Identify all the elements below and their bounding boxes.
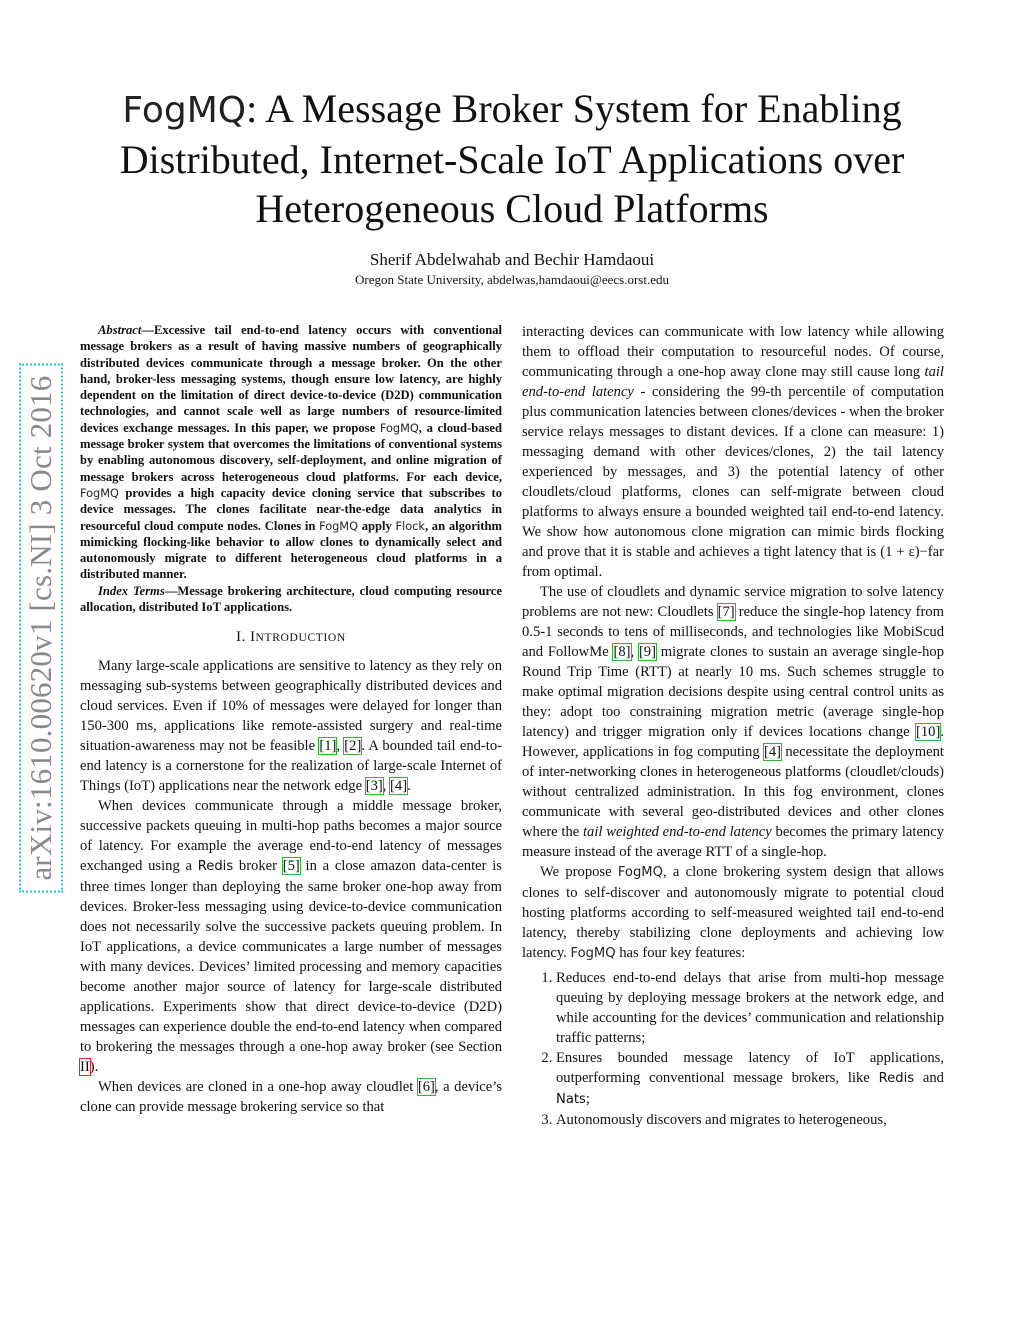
- list-item: [556, 1048, 944, 1110]
- software-name: Redis: [197, 859, 234, 875]
- citation-link[interactable]: [5]: [282, 858, 300, 875]
- body-text: Ensures bounded message latency of IoT applications, outperforming conventional message brokers, like: [556, 1050, 944, 1086]
- left-column: [80, 322, 502, 1117]
- abstract-text: —Excessive tail end-to-end latency occurs with conventional message brokers as a result of having massive numbers of geographically distributed devices communicate through a message broker. On the other hand, broker-less messaging systems, though ensure low latency, are highly dependent on the limitation of direct device-to-device (D2D) communication technologies, and cannot scale well as large numbers of resource-limited devices exchange messages. In this paper, we propose: [80, 323, 502, 435]
- abstract-label: Abstract: [98, 323, 142, 337]
- list-item: 3. Autonomously discovers and migrates to heterogeneous,: [556, 1110, 944, 1130]
- body-text: migrate clones to sustain an average single-hop Round Trip Time (RTT) at nearly 10 ms. Such schemes struggle to make optimal migration decisions despite using central control units as they: adopt too constraining migration metric (average single-hop latency) and trigger migration only if devices locations change: [522, 644, 944, 740]
- separator: ,: [382, 778, 391, 795]
- body-text: . A bounded tail end-to-end latency is a cornerstone for the realization of large-scale Internet of Things (IoT) applications near the network edge: [80, 738, 503, 795]
- body-text: The use of cloudlets and dynamic service migration to solve latency problems are not new: Cloudlets: [522, 584, 944, 620]
- body-text: .: [407, 778, 411, 795]
- citation-link[interactable]: [7]: [717, 604, 735, 620]
- section-heading-introduction: [80, 627, 502, 648]
- paragraph: [80, 656, 502, 796]
- paragraph: [80, 796, 502, 1077]
- feature-list: [522, 968, 944, 1130]
- system-name: FogMQ: [379, 420, 419, 435]
- citation-link[interactable]: [4]: [390, 778, 408, 795]
- citation-link[interactable]: [8]: [613, 644, 631, 660]
- body-text: has four key features:: [615, 945, 746, 961]
- system-name: FogMQ: [617, 865, 663, 880]
- emphasis: tail weighted end-to-end latency: [583, 824, 772, 840]
- paragraph: [522, 322, 944, 582]
- body-text: and: [914, 1070, 944, 1086]
- body-text: broker: [233, 858, 283, 875]
- body-text: in a close amazon data-center is three times longer than deploying the same broker one-hop away from devices. Broker-less messaging using device-to-device communication does not necessarily solve the successive packets queuing problem. In IoT applications, a device communicates a large number of messages with many devices. Devices’ limited processing and memory capacities become another major source of latency for large-scale distributed applications. Experiments show that direct device-to-device (D2D) messages can experience double the end-to-end latency when compared to brokering the messages through a one-hop away broker (see Section: [80, 858, 502, 1056]
- body-text: - considering the 99-th percentile of computation plus communication latencies between clones/devices - when the broker service relays messages to distant devices. If a clone can measure: 1) messaging demand with other devices/clones, 2) the tail latency experienced by messages, and 3) the potential latency of other cloudlets/cloud platforms, clones can self-migrate between cloud platforms to always ensure a bounded weighted tail end-to-end latency. We show how autonomous clone migration can mimic birds flocking and prove that it is stable and achieves a tight latency that is (1 + ε)−far from optimal.: [522, 384, 944, 580]
- arxiv-sidebar: [20, 338, 62, 918]
- abstract: [80, 322, 502, 615]
- body-text: Many large-scale applications are sensitive to latency as they rely on messaging sub-systems between geographically distributed devices and cloud services. Even if 10% of messages were delayed for longer than 150-300 ms, applications like remote-assisted surgery and real-time situation-awareness may not be feasible: [80, 658, 502, 755]
- body-text: ).: [89, 1059, 99, 1076]
- paragraph: [522, 582, 944, 862]
- body-text: reduce the single-hop latency from 0.5-1 seconds to tens of milliseconds, and technologies like MobiScud and FollowMe: [522, 604, 944, 660]
- software-name: Nats: [556, 1092, 586, 1107]
- body-text: , a device’s clone can provide message brokering service so that: [80, 1079, 502, 1116]
- body-text: ;: [585, 1091, 590, 1107]
- separator: ,: [336, 738, 345, 755]
- body-text: We propose: [540, 864, 618, 880]
- affiliation: Oregon State University, abdelwas,hamdaoui@eecs.orst.edu: [354, 272, 669, 287]
- citation-link[interactable]: [2]: [344, 738, 362, 755]
- right-column: [522, 322, 944, 1130]
- arxiv-identifier[interactable]: arXiv:1610.00620v1 [cs.NI] 3 Oct 2016: [23, 367, 59, 888]
- paragraph: [80, 1077, 502, 1117]
- section-title: NTRODUCTION: [255, 631, 346, 645]
- index-terms-label: Index Terms: [98, 583, 165, 598]
- body-text: , a clone brokering system design that allows clones to self-discover and autonomously migrate to potential cloud hosting platforms according to self-measured weighted tail end-to-end latency, thereby stabilizing clone deployments and achieving low latency.: [522, 864, 944, 961]
- authors: Sherif Abdelwahab and Bechir Hamdaoui: [369, 250, 655, 269]
- abstract-text: provides a high capacity device cloning service that subscribes to device messages. The clones facilitate near-the-edge data analytics in resourceful cloud compute nodes. Clones in: [80, 485, 502, 533]
- algorithm-name: Flock: [395, 518, 425, 533]
- paragraph: [522, 862, 944, 964]
- body-text: When devices communicate through a middle message broker, successive packets queuing in multi-hop paths becomes a major source of latency. For example the average end-to-end latency of messages exchanged using a: [80, 798, 502, 875]
- citation-link[interactable]: [3]: [365, 778, 383, 795]
- citation-link[interactable]: [9]: [638, 644, 656, 660]
- citation-link[interactable]: [4]: [764, 744, 782, 760]
- body-text: necessitate the deployment of inter-networking clones in heterogeneous platforms (cloudlet/clouds) without centralized administration. In this fog environment, clones communicate with several geo-distributed devices and other clones where the: [522, 744, 944, 840]
- title-system-name: FogMQ: [122, 90, 247, 131]
- body-text: becomes the primary latency measure instead of the average RTT of a single-hop.: [522, 824, 945, 860]
- body-text: interacting devices can communicate with low latency while allowing them to offload their computation to resourceful nodes. Of course, communicating through a one-hop away clone may still cause long: [522, 324, 944, 380]
- citation-link[interactable]: [1]: [319, 738, 337, 755]
- body-text: . However, applications in fog computing: [522, 724, 944, 760]
- section-number: I. I: [236, 629, 256, 646]
- abstract-text: , an algorithm mimicking flocking-like behavior to allow clones to dynamically select and autonomously migrate to different heterogeneous cloud platforms in a distributed manner.: [80, 518, 502, 582]
- emphasis: tail end-to-end latency: [522, 364, 944, 400]
- system-name: FogMQ: [570, 946, 616, 961]
- title-text: : A Message Broker System for Enabling Distributed, Internet-Scale IoT Applications over Heterogeneous Cloud Platforms: [119, 86, 905, 231]
- list-item: 1. Reduces end-to-end delays that arise from multi-hop message queuing by deploying message brokers at the network edge, and while accounting for the devices’ communication and relationship traffic patterns;: [556, 968, 944, 1048]
- index-terms: —Message brokering architecture, cloud computing resource allocation, distributed IoT applications.: [80, 583, 502, 615]
- system-name: FogMQ: [80, 485, 119, 500]
- software-name: Redis: [878, 1071, 915, 1086]
- section-reference-link[interactable]: II: [80, 1059, 90, 1076]
- citation-link[interactable]: [6]: [417, 1079, 435, 1096]
- abstract-text: , a cloud-based message broker system that overcomes the limitations of conventional systems by enabling autonomous discovery, self-deployment, and online migration of message brokers across heterogeneous cloud platforms. For each device,: [80, 420, 502, 484]
- abstract-text: apply: [358, 518, 396, 533]
- separator: ,: [630, 644, 639, 660]
- paper-title: [80, 84, 944, 233]
- system-name: FogMQ: [319, 518, 359, 533]
- body-text: When devices are cloned in a one-hop away cloudlet: [98, 1079, 418, 1096]
- citation-link[interactable]: [10]: [916, 724, 941, 740]
